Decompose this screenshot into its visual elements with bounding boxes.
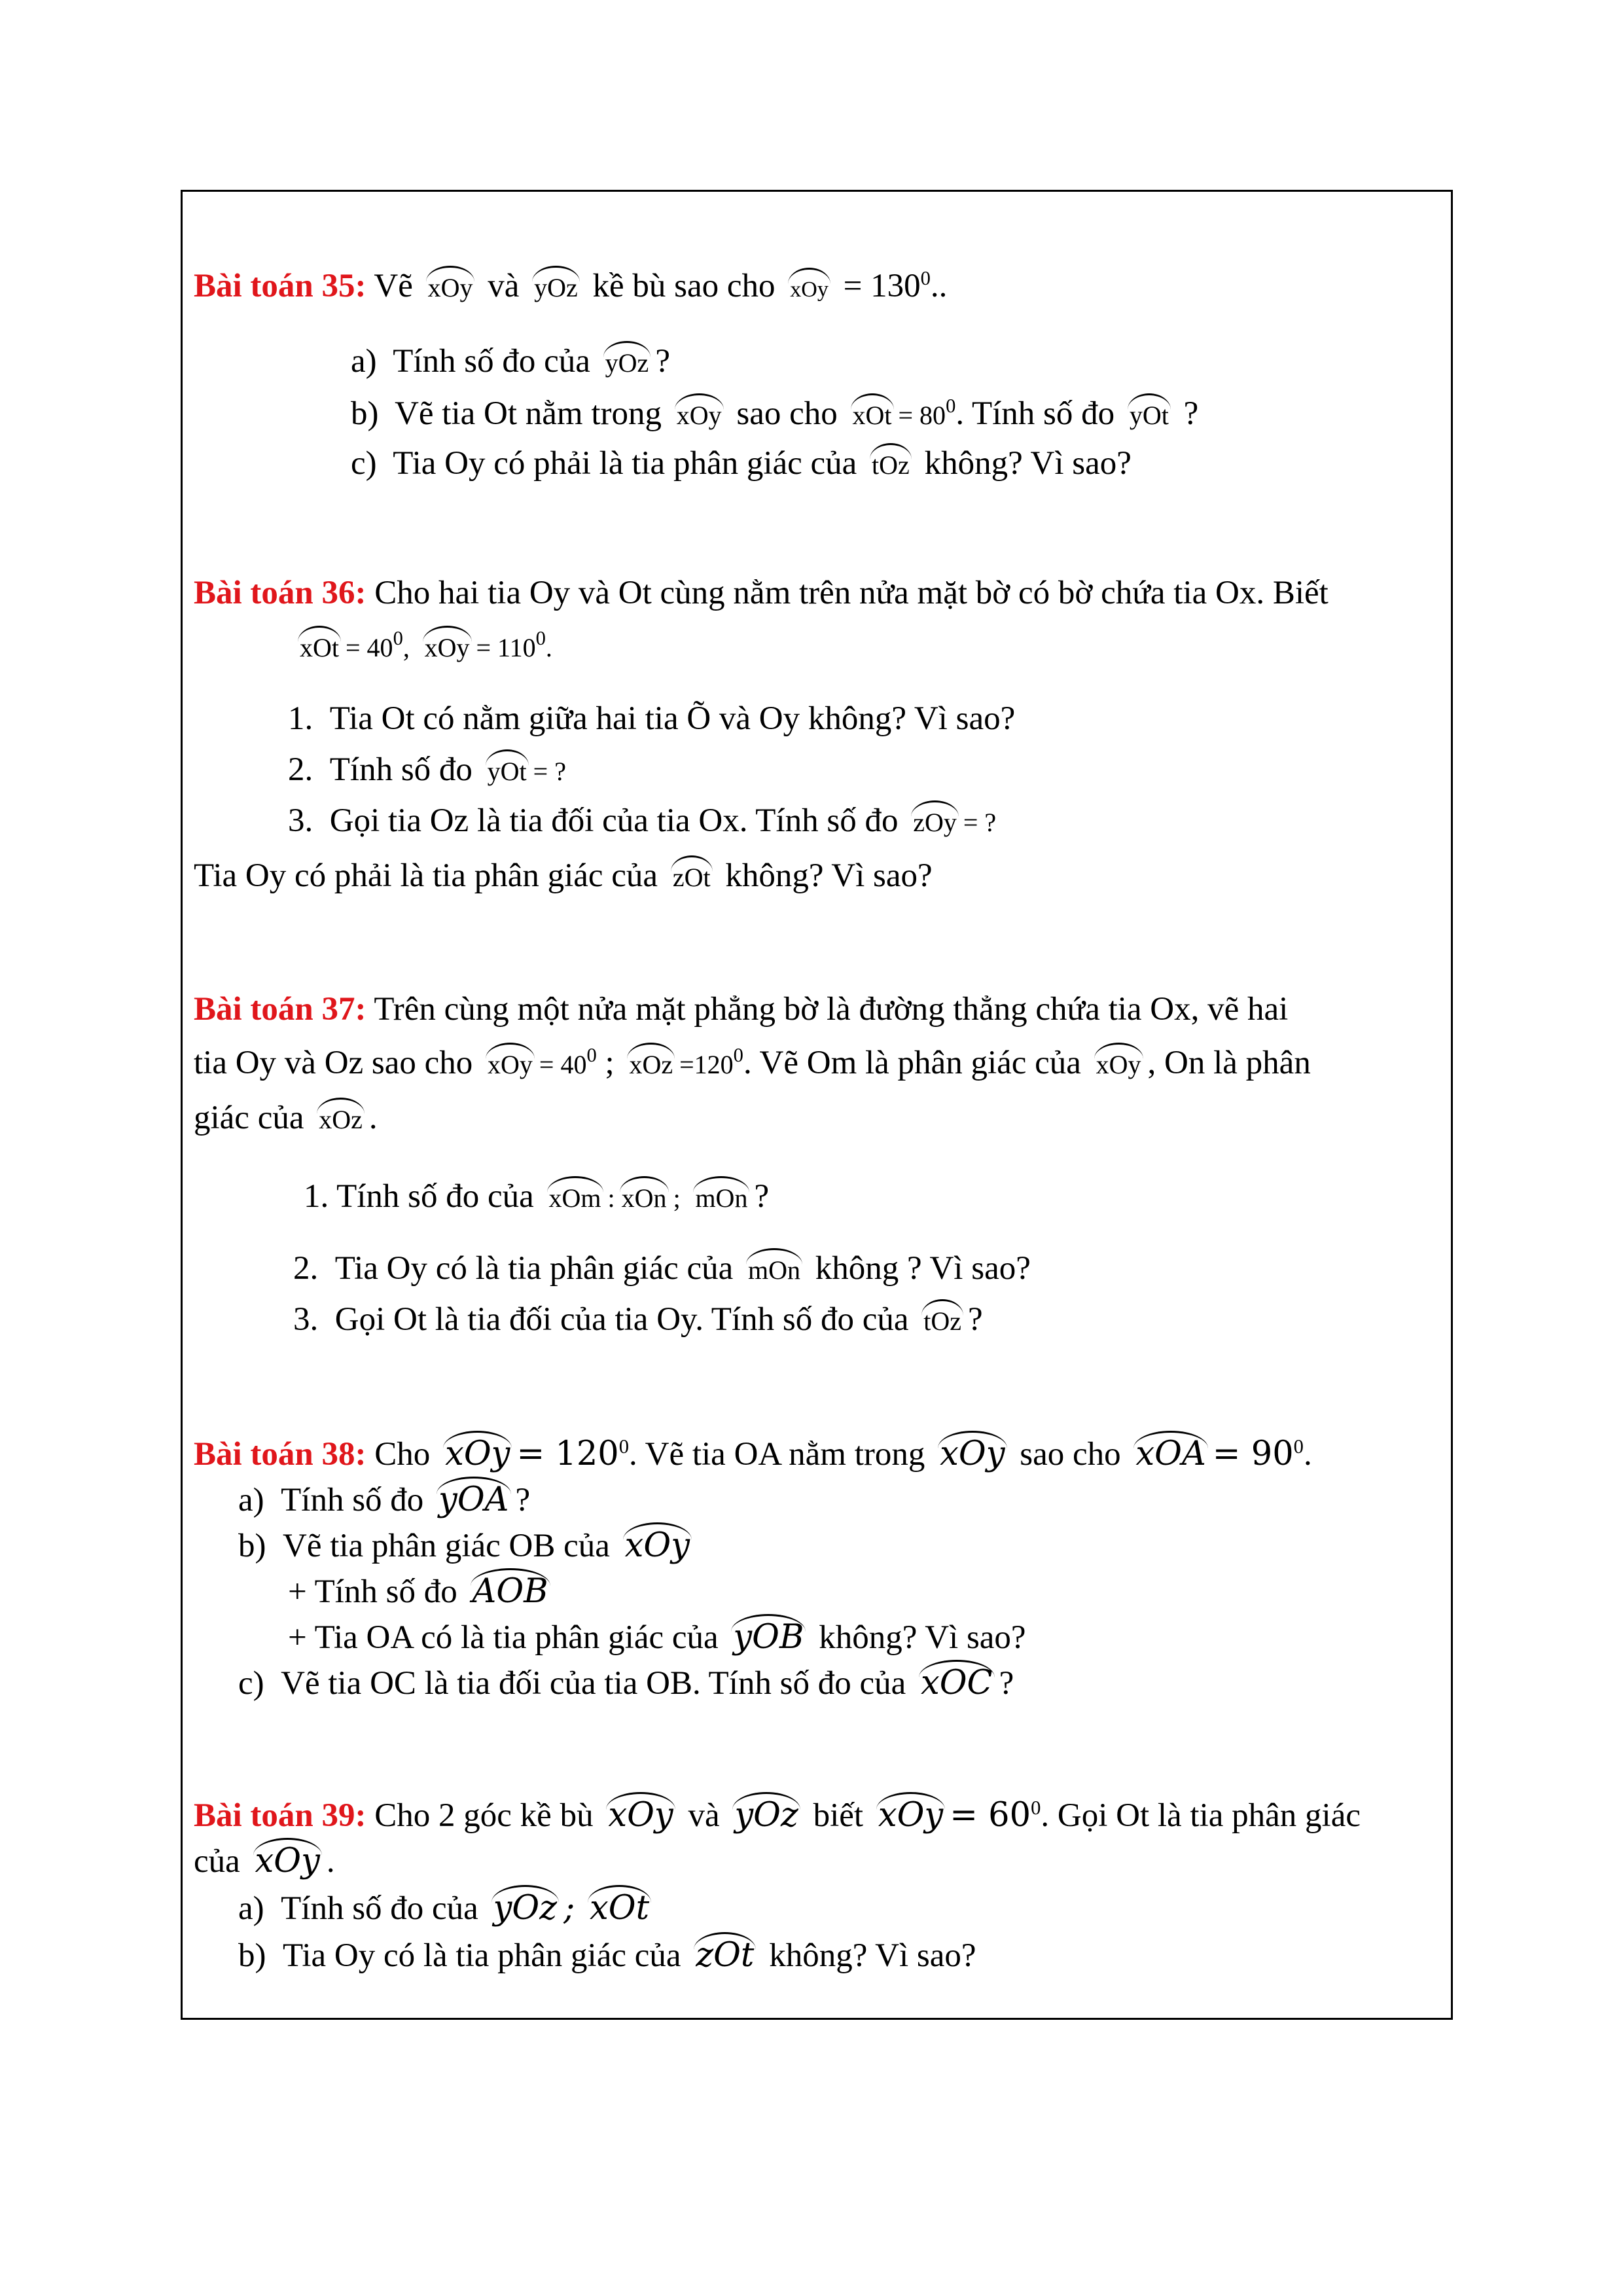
p37-item-3 (293, 1299, 983, 1340)
text: Vẽ tia Ot nằm trong (395, 395, 662, 432)
p39-item-b (238, 1935, 976, 1977)
angle: tOz (868, 450, 914, 481)
p35-title: Bài toán 35: (194, 268, 366, 304)
text: Trên cùng một nửa mặt phẳng bờ là đường thẳng chứa tia Ox, vẽ hai (374, 991, 1289, 1028)
angle: xOy (621, 1530, 694, 1562)
item-label: c) (238, 1665, 264, 1702)
text: = 40 (346, 633, 393, 662)
item-label: b) (238, 1937, 266, 1974)
p36-item-2 (288, 749, 566, 793)
superscript: 0 (535, 627, 546, 649)
p38-item-b2 (288, 1617, 1026, 1659)
angle: yOz (601, 348, 653, 379)
text: . Gọi Ot là tia phân giác (1041, 1797, 1361, 1834)
p37-line3 (194, 1097, 378, 1139)
text: . Vẽ tia OA nằm trong (629, 1436, 925, 1473)
text: , On là phân (1147, 1045, 1311, 1081)
text: Tính số đo của (393, 343, 590, 380)
text: không? Vì sao? (725, 857, 933, 894)
text: Tia Oy có là tia phân giác của (334, 1250, 734, 1287)
superscript: 0 (393, 627, 403, 649)
item-label: 3. (288, 802, 313, 839)
text: Gọi tia Oz là tia đối của tia Ox. Tính số đo (329, 802, 899, 839)
item-label: a) (238, 1890, 264, 1927)
text: sao cho (736, 395, 838, 432)
p37-line1 (194, 988, 1288, 1030)
p38-item-a (238, 1479, 530, 1521)
text: không? Vì sao? (924, 445, 1132, 482)
angle: yOz (530, 272, 582, 304)
p37-title: Bài toán 37: (194, 991, 366, 1028)
text: của (194, 1843, 240, 1880)
angle: xOy (441, 1439, 514, 1470)
text: . (326, 1843, 335, 1880)
text: + Tính số đo (288, 1573, 457, 1610)
angle: xOA (1132, 1439, 1209, 1470)
p36-line4 (194, 855, 933, 897)
p36-item-3 (288, 800, 996, 844)
p35-line1 (194, 265, 947, 307)
text: = 130 (843, 268, 921, 304)
p39-title: Bài toán 39: (194, 1797, 366, 1834)
text: Vẽ tia phân giác OB của (282, 1528, 610, 1564)
text: sao cho (1020, 1436, 1121, 1473)
text: + Tia OA có là tia phân giác của (288, 1619, 719, 1656)
text: . Tính số đo (955, 395, 1115, 432)
p39-line1 (194, 1795, 1361, 1837)
angle: zOy (909, 807, 961, 838)
item-label: a) (238, 1482, 264, 1518)
p38-item-b (238, 1525, 696, 1567)
text: biết (813, 1797, 864, 1834)
text: Cho hai tia Oy và Ot cùng nằm trên nửa mặt bờ có bờ chứa tia Ox. Biết (374, 575, 1329, 611)
text: = ? (533, 757, 566, 786)
p39-item-a (238, 1888, 656, 1929)
p36-title: Bài toán 36: (194, 575, 366, 611)
text: ? (655, 343, 670, 380)
superscript: 0 (733, 1044, 743, 1066)
superscript: 0 (618, 1435, 630, 1458)
text: không? Vì sao? (769, 1937, 976, 1974)
text: =120 (679, 1050, 734, 1079)
text: = 120 (516, 1435, 619, 1473)
p36-line2 (293, 625, 552, 669)
text: ? (515, 1482, 531, 1518)
text: Vẽ tia OC là tia đối của tia OB. Tính số đo của (281, 1665, 906, 1702)
angle: yOA (435, 1484, 512, 1516)
item-label: c) (351, 445, 377, 482)
text: ? (968, 1301, 983, 1338)
text: ? (999, 1665, 1014, 1702)
angle: yOz (730, 1800, 802, 1831)
text: = 80 (898, 401, 946, 430)
angle: xOC (917, 1668, 997, 1699)
angle: xOy (874, 1800, 947, 1831)
text: tia Oy và Oz sao cho (194, 1045, 473, 1081)
text: Gọi Ot là tia đối của tia Oy. Tính số đo của (334, 1301, 909, 1338)
angle: xOt (586, 1893, 653, 1924)
text: Tia Oy có là tia phân giác của (282, 1937, 681, 1974)
text: giác của (194, 1100, 304, 1136)
text: = ? (963, 808, 997, 837)
text: : (607, 1183, 615, 1213)
text: ; (563, 1889, 575, 1928)
text: . (368, 1100, 378, 1136)
p38-title: Bài toán 38: (194, 1436, 366, 1473)
angle: xOy (786, 274, 832, 306)
angle: mOn (691, 1183, 751, 1214)
text: Vẽ (374, 268, 413, 304)
superscript: 0 (920, 267, 931, 289)
p38-item-c (238, 1662, 1014, 1704)
p35-item-b (351, 393, 1198, 437)
text: Tia Oy có phải là tia phân giác của (393, 445, 857, 482)
text: Tia Ot có nằm giữa hai tia Õ và Oy không? Vì sao? (329, 700, 1016, 737)
angle: AOB (469, 1576, 552, 1607)
angle: xOy (424, 272, 477, 304)
angle: yOz (490, 1893, 562, 1924)
text: . (1303, 1436, 1312, 1473)
text: Tia Oy có phải là tia phân giác của (194, 857, 658, 894)
angle: yOt (484, 756, 531, 787)
p36-line1 (194, 572, 1329, 614)
text: và (488, 268, 520, 304)
p36-item-1 (288, 698, 1015, 740)
angle: yOt (1126, 400, 1173, 431)
text: Tính số đo (329, 751, 473, 788)
angle: xOt (296, 632, 343, 664)
angle: xOt (849, 400, 896, 431)
text: , (402, 633, 410, 662)
item-label: a) (351, 343, 377, 380)
text: ; (673, 1183, 681, 1213)
text: ; (605, 1045, 615, 1081)
item-label: 1. (288, 700, 313, 737)
angle: zOt (669, 862, 715, 893)
text: không? Vì sao? (819, 1619, 1026, 1656)
angle: mOn (744, 1255, 804, 1286)
angle: xOy (484, 1049, 537, 1081)
angle: yOB (729, 1622, 808, 1653)
angle: zOt (692, 1940, 758, 1971)
p38-item-b1 (288, 1571, 555, 1613)
text: = 110 (476, 633, 536, 662)
angle: xOz (315, 1104, 366, 1136)
item-label: b) (238, 1528, 266, 1564)
angle: xOy (421, 632, 474, 664)
angle: xOn (618, 1183, 671, 1214)
text: Tính số đo của (336, 1178, 534, 1215)
superscript: 0 (1031, 1797, 1041, 1819)
text: Tính số đo của (281, 1890, 478, 1927)
item-label: 1. (304, 1178, 329, 1215)
p37-item-1 (304, 1175, 769, 1219)
superscript: 0 (946, 395, 956, 417)
text: ? (1183, 395, 1199, 432)
p37-item-2 (293, 1247, 1031, 1289)
text: = 40 (539, 1050, 587, 1079)
angle: xOz (625, 1049, 677, 1081)
text: . Vẽ Om là phân giác của (743, 1045, 1081, 1081)
text: Tính số đo (281, 1482, 424, 1518)
text: = 90 (1212, 1435, 1294, 1473)
angle: xOy (251, 1846, 324, 1877)
angle: xOy (604, 1800, 677, 1831)
text: không ? Vì sao? (815, 1250, 1031, 1287)
p38-line1 (194, 1433, 1312, 1475)
angle: xOy (936, 1439, 1008, 1470)
text: ? (754, 1178, 770, 1215)
p35-item-c (351, 442, 1132, 484)
item-label: b) (351, 395, 379, 432)
superscript: 0 (1293, 1435, 1304, 1458)
text: Cho 2 góc kề bù (374, 1797, 594, 1834)
p35-item-a (351, 340, 670, 382)
item-label: 2. (293, 1250, 319, 1287)
text: = 60 (950, 1796, 1031, 1835)
item-label: 3. (293, 1301, 319, 1338)
item-label: 2. (288, 751, 313, 788)
text: và (688, 1797, 720, 1834)
angle: tOz (919, 1306, 965, 1337)
superscript: 0 (586, 1044, 597, 1066)
text: .. (930, 268, 948, 304)
text: Cho (374, 1436, 431, 1473)
angle: xOm (545, 1183, 605, 1214)
p37-line2 (194, 1042, 1311, 1086)
angle: xOy (673, 400, 726, 431)
angle: xOy (1092, 1049, 1145, 1081)
text: . (545, 633, 552, 662)
p39-line2 (194, 1840, 335, 1882)
text: kề bù sao cho (592, 268, 776, 304)
